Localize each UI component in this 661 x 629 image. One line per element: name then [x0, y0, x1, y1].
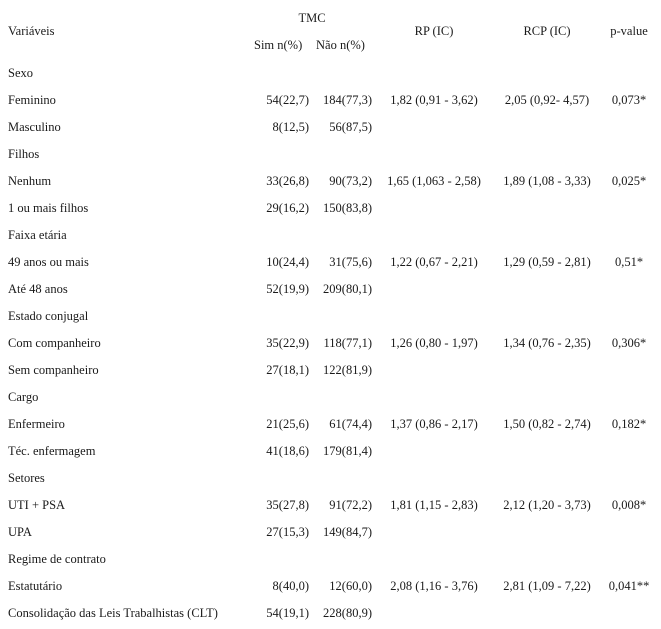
cell-nao: 61(74,4) — [329, 417, 372, 431]
group-label: Cargo — [8, 390, 39, 404]
cell-nao: 184(77,3) — [323, 93, 372, 107]
row-label: UTI + PSA — [8, 498, 66, 512]
cell-nao: 118(77,1) — [323, 336, 372, 350]
cell-nao: 179(81,4) — [323, 444, 372, 458]
cell-pvalue: 0,51* — [614, 255, 644, 269]
row-label: 1 ou mais filhos — [8, 201, 89, 215]
row-label: 49 anos ou mais — [8, 255, 89, 269]
cell-pvalue: 0,182* — [611, 417, 647, 431]
cell-nao: 228(80,9) — [323, 606, 372, 620]
group-label: Faixa etária — [8, 228, 67, 242]
cell-pvalue: 0,041** — [608, 579, 650, 593]
cell-sim: 54(19,1) — [266, 606, 309, 620]
cell-rp: 1,82 (0,91 - 3,62) — [390, 93, 478, 107]
cell-sim: 33(26,8) — [266, 174, 309, 188]
row-label: Consolidação das Leis Trabalhistas (CLT) — [8, 606, 218, 620]
cell-nao: 149(84,7) — [323, 525, 372, 539]
cell-pvalue: 0,073* — [611, 93, 647, 107]
cell-rcp: 2,12 (1,20 - 3,73) — [503, 498, 591, 512]
row-label: Nenhum — [8, 174, 52, 188]
cell-rp: 1,81 (1,15 - 2,83) — [390, 498, 478, 512]
row-label: Téc. enfermagem — [8, 444, 96, 458]
cell-rp: 1,37 (0,86 - 2,17) — [390, 417, 478, 431]
cell-sim: 54(22,7) — [266, 93, 309, 107]
cell-pvalue: 0,306* — [611, 336, 647, 350]
cell-rcp: 1,89 (1,08 - 3,33) — [503, 174, 591, 188]
cell-rcp: 1,50 (0,82 - 2,74) — [503, 417, 591, 431]
group-label: Regime de contrato — [8, 552, 106, 566]
cell-sim: 35(27,8) — [266, 498, 309, 512]
cell-sim: 8(40,0) — [272, 579, 309, 593]
header-variables: Variáveis — [8, 24, 55, 38]
cell-nao: 209(80,1) — [323, 282, 372, 296]
group-label: Estado conjugal — [8, 309, 89, 323]
cell-nao: 150(83,8) — [323, 201, 372, 215]
cell-sim: 52(19,9) — [266, 282, 309, 296]
cell-rp: 1,26 (0,80 - 1,97) — [390, 336, 478, 350]
header-sim: Sim n(%) — [254, 38, 303, 52]
cell-rcp: 2,81 (1,09 - 7,22) — [503, 579, 591, 593]
row-label: Até 48 anos — [8, 282, 68, 296]
cell-nao: 12(60,0) — [329, 579, 372, 593]
cell-rp: 1,65 (1,063 - 2,58) — [387, 174, 481, 188]
cell-rcp: 1,29 (0,59 - 2,81) — [503, 255, 591, 269]
row-label: Estatutário — [8, 579, 63, 593]
header-rcp: RCP (IC) — [523, 24, 571, 38]
header-rp: RP (IC) — [414, 24, 454, 38]
header-pvalue: p-value — [610, 24, 648, 38]
group-label: Sexo — [8, 66, 33, 80]
group-label: Setores — [8, 471, 45, 485]
header-tmc: TMC — [298, 11, 326, 25]
cell-sim: 41(18,6) — [266, 444, 309, 458]
row-label: Com companheiro — [8, 336, 101, 350]
cell-sim: 27(18,1) — [266, 363, 309, 377]
group-label: Filhos — [8, 147, 40, 161]
cell-pvalue: 0,008* — [611, 498, 647, 512]
cell-sim: 27(15,3) — [266, 525, 309, 539]
cell-nao: 56(87,5) — [329, 120, 372, 134]
cell-nao: 91(72,2) — [329, 498, 372, 512]
header-nao: Não n(%) — [316, 38, 365, 52]
cell-nao: 90(73,2) — [329, 174, 372, 188]
cell-nao: 122(81,9) — [323, 363, 372, 377]
cell-sim: 8(12,5) — [272, 120, 309, 134]
cell-rcp: 2,05 (0,92- 4,57) — [504, 93, 590, 107]
row-label: UPA — [8, 525, 32, 539]
cell-sim: 10(24,4) — [266, 255, 309, 269]
cell-sim: 21(25,6) — [266, 417, 309, 431]
cell-rcp: 1,34 (0,76 - 2,35) — [503, 336, 591, 350]
cell-rp: 2,08 (1,16 - 3,76) — [390, 579, 478, 593]
cell-sim: 29(16,2) — [266, 201, 309, 215]
cell-sim: 35(22,9) — [266, 336, 309, 350]
row-label: Masculino — [8, 120, 61, 134]
row-label: Enfermeiro — [8, 417, 65, 431]
cell-nao: 31(75,6) — [329, 255, 372, 269]
row-label: Feminino — [8, 93, 56, 107]
cell-pvalue: 0,025* — [611, 174, 647, 188]
cell-rp: 1,22 (0,67 - 2,21) — [390, 255, 478, 269]
row-label: Sem companheiro — [8, 363, 99, 377]
